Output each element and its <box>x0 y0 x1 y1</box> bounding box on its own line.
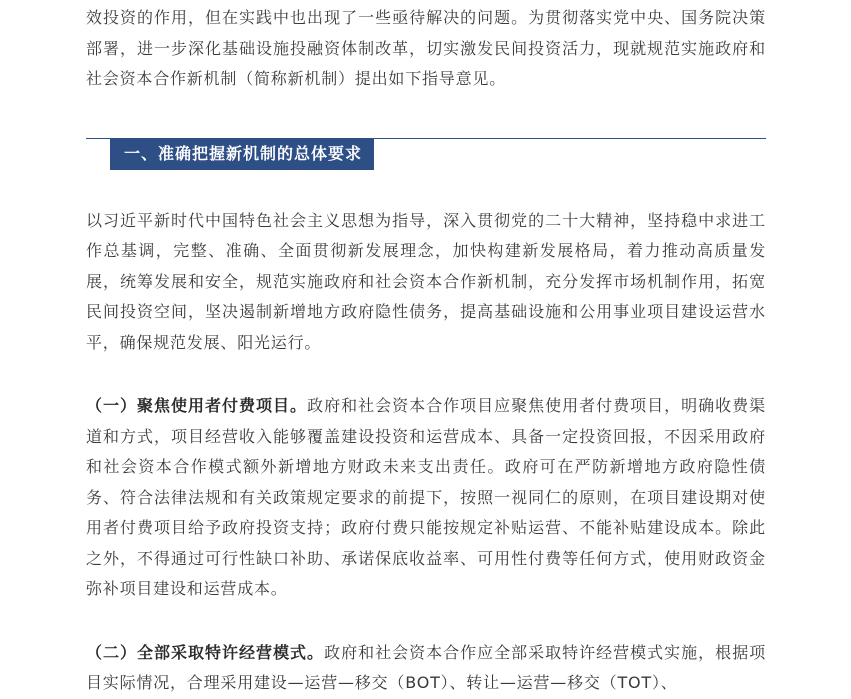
item-1-lead: （一）聚焦使用者付费项目。 <box>86 396 308 415</box>
item-1-text: 政府和社会资本合作项目应聚焦使用者付费项目，明确收费渠道和方式，项目经营收入能够覆盖建设投资和运营成本、具备一定投资回报，不因采用政府和社会资本合作模式额外新增地方财政未来支出责任。政府可在严防新增地方政府隐性债务、符合法律法规和有关政策规定要求的前提下，按照一视同仁的原则，在项目建设期对使用者付费项目给予政府投资支持；政府付费只能按规定补贴运营、不能补贴建设成本。除此之外，不得通过可行性缺口补助、承诺保底收益率、可用性付费等任何方式，使用财政资金弥补项目建设和运营成本。 <box>86 396 766 598</box>
section-body-paragraph: 以习近平新时代中国特色社会主义思想为指导，深入贯彻党的二十大精神，坚持稳中求进工作总基调，完整、准确、全面贯彻新发展理念，加快构建新发展格局，着力推动高质量发展，统筹发展和安全，规范实施政府和社会资本合作新机制，充分发挥市场机制作用，拓宽民间投资空间，坚决遏制新增地方政府隐性债务，提高基础设施和公用事业项目建设运营水平，确保规范发展、阳光运行。 <box>86 210 766 352</box>
item-paragraph-2 <box>86 638 766 699</box>
item-2-lead: （二）全部采取特许经营模式。 <box>86 642 325 662</box>
item-paragraph-1 <box>86 391 766 605</box>
section-heading <box>86 138 766 172</box>
section-heading-label: 一、准确把握新机制的总体要求 <box>110 138 374 170</box>
intro-paragraph: 效投资的作用，但在实践中也出现了一些亟待解决的问题。为贯彻落实党中央、国务院决策部署，进一步深化基础设施投融资体制改革，切实激发民间投资活力，现就规范实施政府和社会资本合作新机制（简称新机制）提出如下指导意见。 <box>86 8 766 88</box>
item-2-text: 政府和社会资本合作应全部采取特许经营模式实施，根据项目实际情况，合理采用建设—运营—移交（BOT）、转让—运营—移交（TOT）、 <box>86 642 766 692</box>
article-body <box>86 0 766 699</box>
